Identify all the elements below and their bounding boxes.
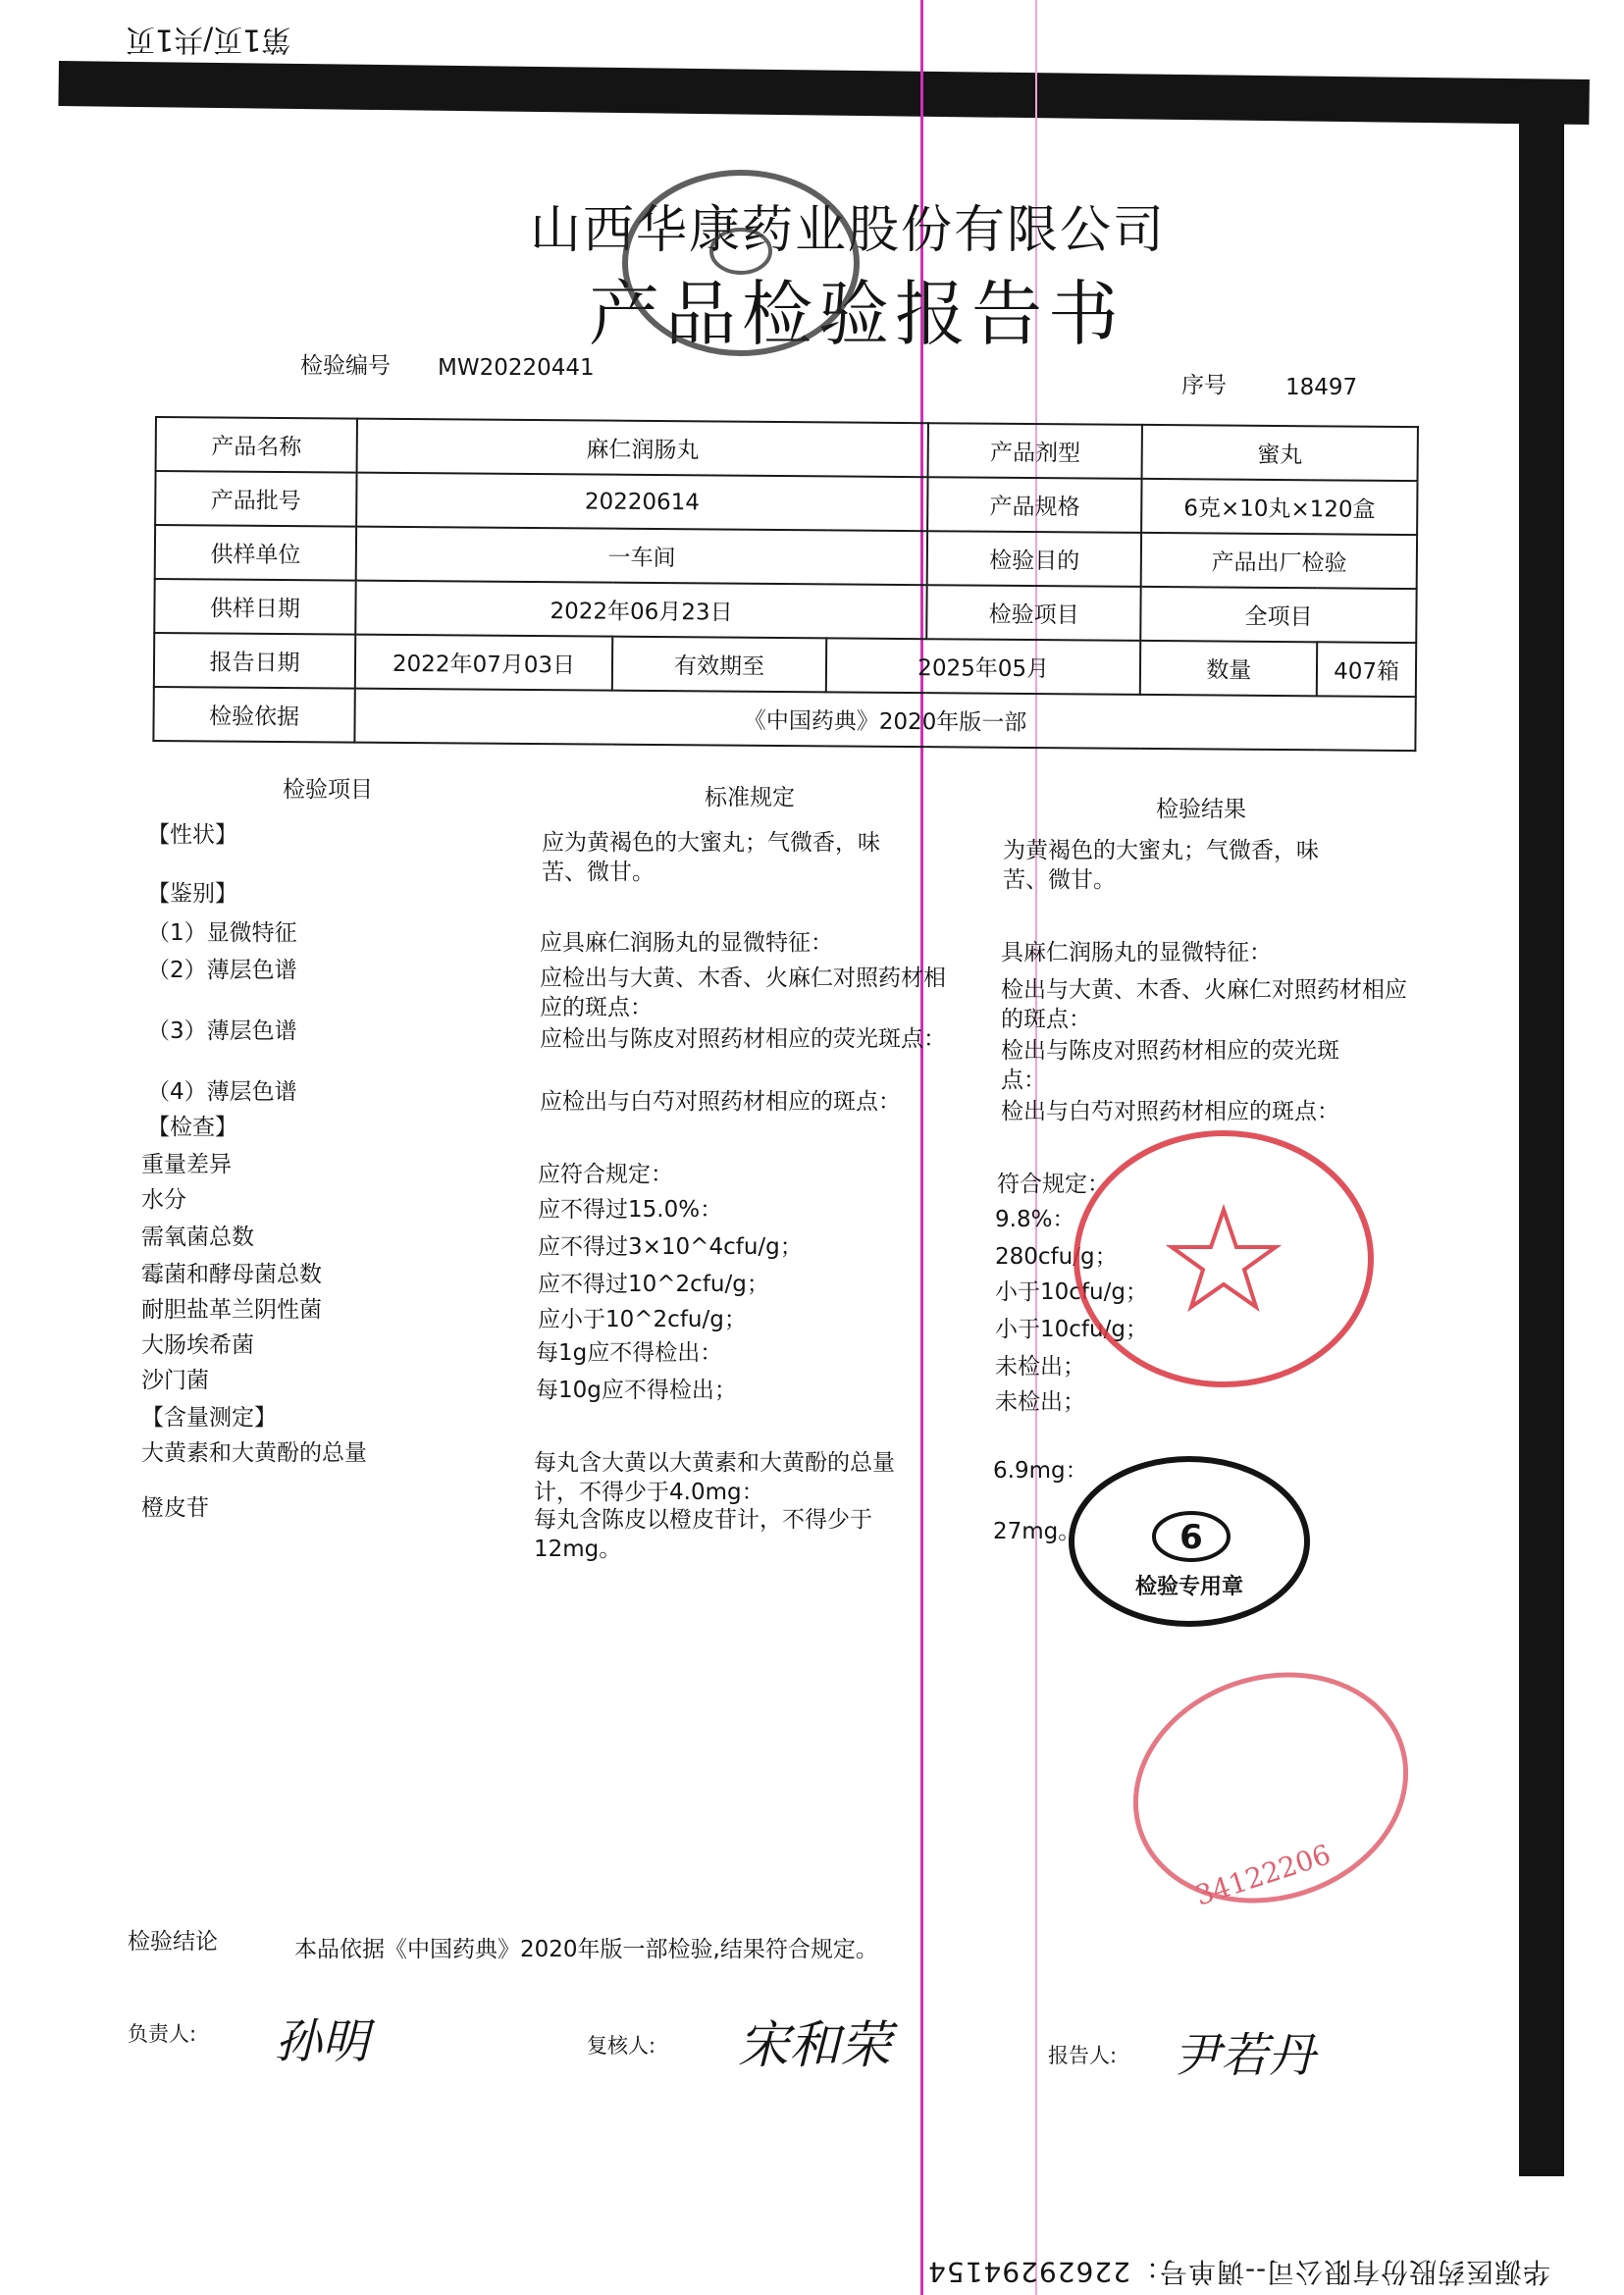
product-name-label: 产品名称 [156,417,357,473]
result-tlc-1: 检出与大黄、木香、火麻仁对照药材相应的斑点： [1001,977,1407,1033]
supplier: 一车间 [356,527,928,586]
result-bile-tolerant: 小于10cfu/g； [995,1317,1148,1342]
item-identification: 【鉴别】 [147,881,237,907]
item-weight: 重量差异 [141,1152,232,1177]
standard-hesperidin: 每丸含陈皮以橙皮苷计，不得少于12mg。 [534,1507,872,1563]
conclusion-label: 检验结论 [128,1929,218,1955]
expiry: 2025年05月 [826,638,1141,695]
footer-slip-number: 华源医药股份有限公司--调单号：22629294154 [927,2255,1551,2288]
quantity: 407箱 [1317,642,1416,697]
product-name: 麻仁润肠丸 [357,419,929,478]
result-mold: 小于10cfu/g； [995,1279,1148,1305]
items: 全项目 [1141,587,1417,643]
serial-no: 18497 [1285,375,1358,400]
standard-moisture: 应不得过15.0%： [538,1197,723,1223]
report-date-label: 报告日期 [154,633,355,689]
inspection-no: MW20220441 [438,355,595,381]
result-aerobic: 280cfu/g； [995,1244,1118,1270]
items-label: 检验项目 [927,585,1141,641]
standard-tlc-2: 应检出与陈皮对照药材相应的荧光斑点： [540,1026,946,1052]
table-row [155,525,1417,589]
item-assay: 【含量测定】 [141,1405,277,1431]
item-tlc-3: （4）薄层色谱 [147,1079,297,1105]
standard-appearance: 应为黄褐色的大蜜丸；气微香，味苦、微甘。 [542,830,880,886]
report-date: 2022年07月03日 [355,635,612,691]
purpose: 产品出厂检验 [1141,533,1417,589]
table-row [156,417,1418,481]
company-name: 山西华康药业股份有限公司 [530,201,1167,260]
responsible-signature: 孙明 [275,2014,370,2069]
item-inspection: 【检查】 [147,1115,237,1140]
item-tlc-2: （3）薄层色谱 [147,1018,297,1044]
red-stamp-number: 34122206 [1191,1838,1335,1912]
batch-label: 产品批号 [155,471,356,527]
standard-tlc-1: 应检出与大黄、木香、火麻仁对照药材相应的斑点： [540,965,946,1021]
scan-border-right [1519,96,1564,2176]
reviewer-signature: 宋和荣 [738,2016,892,2075]
qc-stamp-label: 检验专用章 [1134,1575,1244,1599]
standard-salmonella: 每10g应不得检出； [536,1378,737,1403]
standard-weight: 应符合规定： [538,1162,673,1187]
serial-label: 序号 [1181,373,1227,398]
item-aerobic: 需氧菌总数 [141,1225,254,1250]
batch-number: 20220614 [356,473,928,532]
result-microscopic: 具麻仁润肠丸的显微特征： [1001,940,1272,965]
result-tlc-2: 检出与陈皮对照药材相应的荧光斑点： [1001,1038,1339,1094]
item-moisture: 水分 [141,1187,186,1213]
supply-date: 2022年06月23日 [355,581,927,640]
standard-ecoli: 每1g应不得检出： [536,1340,723,1366]
qc-stamp [1062,1448,1317,1635]
inspection-no-label: 检验编号 [300,353,391,379]
result-appearance: 为黄褐色的大蜜丸；气微香，味苦、微甘。 [1003,838,1319,894]
item-microscopic: （1）显微特征 [147,920,297,946]
reporter-signature: 尹若丹 [1174,2028,1316,2083]
item-ecoli: 大肠埃希菌 [141,1332,254,1358]
red-stamp-huayuan [1119,1660,1423,1915]
quantity-label: 数量 [1140,641,1317,696]
spec: 6克×10丸×120盒 [1141,479,1417,535]
result-hesperidin: 27mg。 [993,1519,1081,1544]
reporter-label: 报告人: [1048,2044,1118,2067]
title-stamp [618,165,864,361]
page-indicator: 第1页/共1页 [126,22,291,57]
item-salmonella: 沙门菌 [141,1368,209,1393]
dosage-form: 蜜丸 [1142,425,1418,481]
table-row [154,633,1416,697]
reviewer-label: 复核人: [587,2034,656,2058]
item-tlc-1: （2）薄层色谱 [147,958,297,983]
item-hesperidin: 橙皮苷 [141,1495,209,1521]
header-standard: 标准规定 [705,785,795,810]
standard-microscopic: 应具麻仁润肠丸的显微特征： [540,930,833,956]
red-stamp-feixi [1062,1117,1386,1401]
purpose-label: 检验目的 [927,531,1141,587]
item-emodin: 大黄素和大黄酚的总量 [141,1440,367,1466]
item-mold: 霉菌和酵母菌总数 [141,1262,322,1287]
header-result: 检验结果 [1156,797,1246,822]
result-moisture: 9.8%： [995,1207,1075,1232]
basis-label: 检验依据 [153,687,354,743]
spec-label: 产品规格 [927,477,1141,533]
table-row [153,687,1415,751]
result-tlc-3: 检出与白芍对照药材相应的斑点： [1001,1099,1339,1124]
document-title: 产品检验报告书 [589,273,1126,355]
standard-aerobic: 应不得过3×10^4cfu/g； [538,1234,803,1260]
dosage-form-label: 产品剂型 [928,423,1142,479]
standard-mold: 应不得过10^2cfu/g； [538,1272,769,1297]
conclusion-text: 本品依据《中国药典》2020年版一部检验,结果符合规定。 [294,1937,878,1962]
result-weight: 符合规定： [997,1172,1110,1197]
item-appearance: 【性状】 [147,822,237,848]
table-row [154,579,1416,643]
basis: 《中国药典》2020年版一部 [354,689,1415,751]
result-salmonella: 未检出； [995,1389,1085,1415]
product-info-table [152,416,1419,752]
standard-bile-tolerant: 应小于10^2cfu/g； [538,1307,747,1332]
result-emodin: 6.9mg： [993,1458,1088,1484]
qc-stamp-number: 6 [1179,1518,1203,1557]
responsible-label: 负责人: [128,2022,197,2046]
supply-date-label: 供样日期 [154,579,355,635]
standard-tlc-3: 应检出与白芍对照药材相应的斑点： [540,1089,901,1115]
header-item: 检验项目 [283,777,373,803]
standard-emodin: 每丸含大黄以大黄素和大黄酚的总量计，不得少于4.0mg： [534,1450,895,1506]
item-bile-tolerant: 耐胆盐革兰阴性菌 [141,1297,322,1323]
supplier-label: 供样单位 [155,525,356,581]
expiry-label: 有效期至 [612,637,826,693]
table-row [155,471,1417,535]
scan-border-top [58,61,1589,125]
result-ecoli: 未检出； [995,1354,1085,1380]
